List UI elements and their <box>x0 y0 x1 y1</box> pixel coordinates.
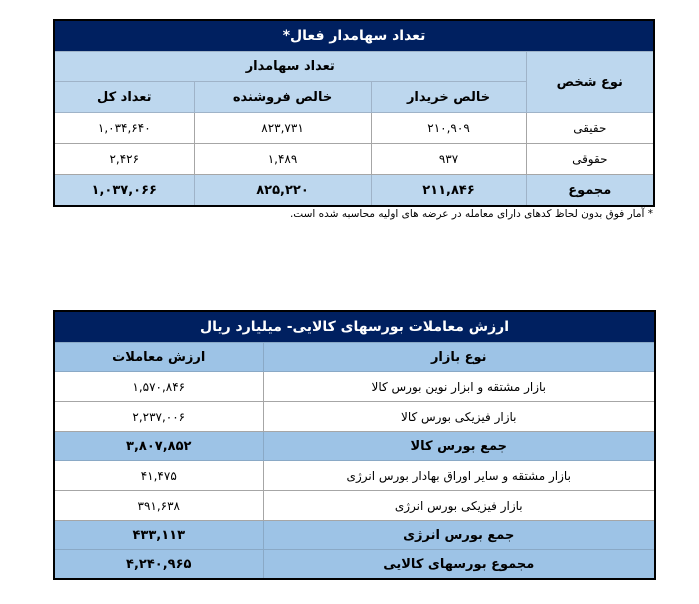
market-type-cell: بازار مشتقه و ابزار نوین بورس کالا <box>263 372 655 402</box>
subtotal-value: ۴۳۳,۱۱۳ <box>54 521 263 550</box>
trade-value-header: ارزش معاملات <box>54 343 263 372</box>
active-shareholders-table <box>53 19 655 207</box>
table-row <box>54 144 654 175</box>
table-row <box>54 491 655 521</box>
sum-total: ۱,۰۳۷,۰۶۶ <box>54 175 194 207</box>
sum-net-buyer: ۲۱۱,۸۴۶ <box>371 175 526 207</box>
footnote: * آمار فوق بدون لحاظ کدهای دارای معامله در عرضه های اولیه محاسبه شده است. <box>289 208 653 220</box>
sum-row <box>54 175 654 207</box>
person-type-cell: حقوقی <box>526 144 654 175</box>
net-buyer-cell: ۲۱۰,۹۰۹ <box>371 113 526 144</box>
trade-value-cell: ۳۹۱,۶۳۸ <box>54 491 263 521</box>
table-row <box>54 113 654 144</box>
table-row <box>54 372 655 402</box>
total-count-cell: ۲,۴۲۶ <box>54 144 194 175</box>
subtotal-row <box>54 521 655 550</box>
trade-value-cell: ۴۱,۴۷۵ <box>54 461 263 491</box>
grand-total-row <box>54 550 655 580</box>
market-type-cell: بازار فیزیکی بورس کالا <box>263 402 655 432</box>
subtotal-label: جمع بورس انرژی <box>263 521 655 550</box>
table-row <box>54 461 655 491</box>
table-row <box>54 402 655 432</box>
subtotal-row <box>54 432 655 461</box>
sum-net-seller: ۸۲۵,۲۲۰ <box>194 175 371 207</box>
net-buyer-cell: ۹۳۷ <box>371 144 526 175</box>
total-count-cell: ۱,۰۳۴,۶۴۰ <box>54 113 194 144</box>
net-seller-cell: ۱,۴۸۹ <box>194 144 371 175</box>
subtotal-label: جمع بورس کالا <box>263 432 655 461</box>
net-seller-cell: ۸۲۳,۷۳۱ <box>194 113 371 144</box>
subtotal-value: ۳,۸۰۷,۸۵۲ <box>54 432 263 461</box>
person-type-header: نوع شخص <box>526 52 654 113</box>
table-title: تعداد سهامدار فعال* <box>54 20 654 52</box>
grand-total-value: ۴,۲۴۰,۹۶۵ <box>54 550 263 580</box>
person-type-cell: حقیقی <box>526 113 654 144</box>
market-type-cell: بازار مشتقه و سایر اوراق بهادار بورس انرژی <box>263 461 655 491</box>
commodity-exchange-table <box>53 310 656 580</box>
sum-label: مجموع <box>526 175 654 207</box>
net-buyer-header: خالص خریدار <box>371 82 526 113</box>
grand-total-label: مجموع بورسهای کالایی <box>263 550 655 580</box>
trade-value-cell: ۱,۵۷۰,۸۴۶ <box>54 372 263 402</box>
market-type-header: نوع بازار <box>263 343 655 372</box>
trade-value-cell: ۲,۲۳۷,۰۰۶ <box>54 402 263 432</box>
market-type-cell: بازار فیزیکی بورس انرژی <box>263 491 655 521</box>
table-title: ارزش معاملات بورسهای کالایی- میلیارد ریال <box>54 311 655 343</box>
total-count-header: تعداد کل <box>54 82 194 113</box>
net-seller-header: خالص فروشنده <box>194 82 371 113</box>
shareholder-count-group-header: تعداد سهامدار <box>54 52 526 82</box>
